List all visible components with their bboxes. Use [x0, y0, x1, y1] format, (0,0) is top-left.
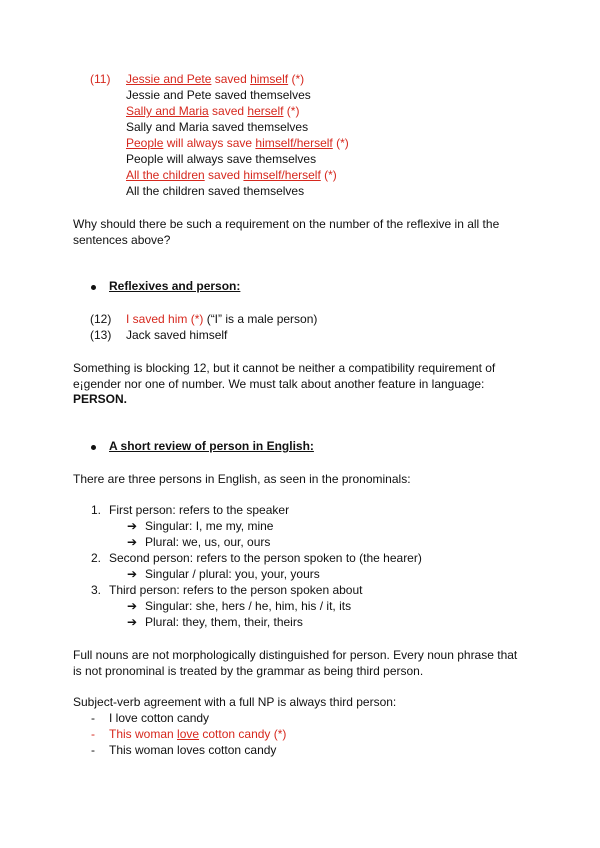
example-11-line-1 — [126, 72, 304, 87]
example-11-line-7 — [126, 168, 337, 183]
arrow-icon: ➔ — [127, 615, 138, 629]
example-11-line-2: Jessie and Pete saved themselves — [126, 88, 311, 102]
question-line-1: Why should there be such a requirement on the number of the reflexive in all the — [73, 217, 500, 231]
reflexive: herself — [247, 104, 284, 118]
section-heading-reflexives-person: Reflexives and person: — [109, 279, 241, 293]
example-11-line-5 — [126, 136, 349, 151]
subject: This woman — [109, 727, 178, 741]
sublist-text: Singular: I, me my, mine — [145, 519, 274, 533]
list-item-third-person: Third person: refers to the person spoken about — [109, 583, 363, 597]
bullet-icon — [91, 285, 96, 290]
ungrammatical-mark: (*) — [288, 72, 305, 86]
paragraph-2-line-2: is not pronominal is treated by the grammar as being third person. — [73, 664, 424, 678]
list-item-number: 2. — [91, 551, 102, 565]
bullet-icon — [91, 445, 96, 450]
ungrammatical-mark: (*) — [332, 136, 349, 150]
sublist-item — [127, 519, 273, 534]
sublist-text: Singular: she, hers / he, him, his / it, its — [145, 599, 352, 613]
object: cotton candy (*) — [199, 727, 287, 741]
dash-item-2 — [109, 727, 286, 742]
note: (“I” is a male person) — [203, 312, 318, 326]
example-11-line-6: People will always save themselves — [126, 152, 317, 166]
subject: All the children — [126, 168, 205, 182]
sublist-item — [127, 615, 303, 630]
example-number-12: (12) — [90, 312, 112, 326]
question-line-2: sentences above? — [73, 233, 171, 247]
arrow-icon: ➔ — [127, 599, 138, 613]
subject: People — [126, 136, 164, 150]
verb: will always save — [163, 136, 256, 150]
dash-marker: - — [91, 727, 95, 741]
dash-marker: - — [91, 711, 95, 725]
example-13: Jack saved himself — [126, 328, 228, 342]
subject: Jessie and Pete — [126, 72, 212, 86]
intro-text: There are three persons in English, as seen in the pronominals: — [73, 472, 411, 486]
arrow-icon: ➔ — [127, 567, 138, 581]
sublist-item — [127, 535, 270, 550]
example-11-line-8: All the children saved themselves — [126, 184, 305, 198]
dash-item-3: This woman loves cotton candy — [109, 743, 277, 757]
arrow-icon: ➔ — [127, 519, 138, 533]
sublist-text: Plural: we, us, our, ours — [145, 535, 271, 549]
section-heading-person-review: A short review of person in English: — [109, 439, 314, 453]
paragraph-1-line-2: e¡gender nor one of number. We must talk about another feature in language: — [73, 377, 485, 391]
example-11-line-3 — [126, 104, 299, 119]
sublist-text: Singular / plural: you, your, yours — [145, 567, 320, 581]
ungrammatical-sentence: I saved him (*) — [126, 312, 204, 326]
paragraph-1-line-1: Something is blocking 12, but it cannot be neither a compatibility requirement of — [73, 361, 496, 375]
list-item-number: 3. — [91, 583, 102, 597]
arrow-icon: ➔ — [127, 535, 138, 549]
dash-marker: - — [91, 743, 95, 757]
list-item-second-person: Second person: refers to the person spoken to (the hearer) — [109, 551, 422, 565]
ungrammatical-mark: (*) — [283, 104, 300, 118]
subject: Sally and Maria — [126, 104, 209, 118]
example-number-11: (11) — [90, 72, 111, 86]
sublist-item — [127, 567, 320, 582]
example-11-line-4: Sally and Maria saved themselves — [126, 120, 309, 134]
paragraph-3: Subject-verb agreement with a full NP is always third person: — [73, 695, 397, 709]
ungrammatical-mark: (*) — [320, 168, 337, 182]
reflexive: himself/herself — [255, 136, 333, 150]
list-item-first-person: First person: refers to the speaker — [109, 503, 290, 517]
dash-item-1: I love cotton candy — [109, 711, 210, 725]
list-item-number: 1. — [91, 503, 102, 517]
example-number-13: (13) — [90, 328, 112, 342]
verb: love — [177, 727, 200, 741]
sublist-text: Plural: they, them, their, theirs — [145, 615, 303, 629]
verb: saved — [204, 168, 244, 182]
reflexive: himself/herself — [243, 168, 321, 182]
sublist-item — [127, 599, 351, 614]
paragraph-2-line-1: Full nouns are not morphologically distinguished for person. Every noun phrase that — [73, 648, 518, 662]
paragraph-1-line-3: PERSON. — [73, 392, 128, 406]
example-12 — [126, 312, 317, 327]
reflexive: himself — [250, 72, 289, 86]
verb: saved — [208, 104, 248, 118]
verb: saved — [211, 72, 251, 86]
